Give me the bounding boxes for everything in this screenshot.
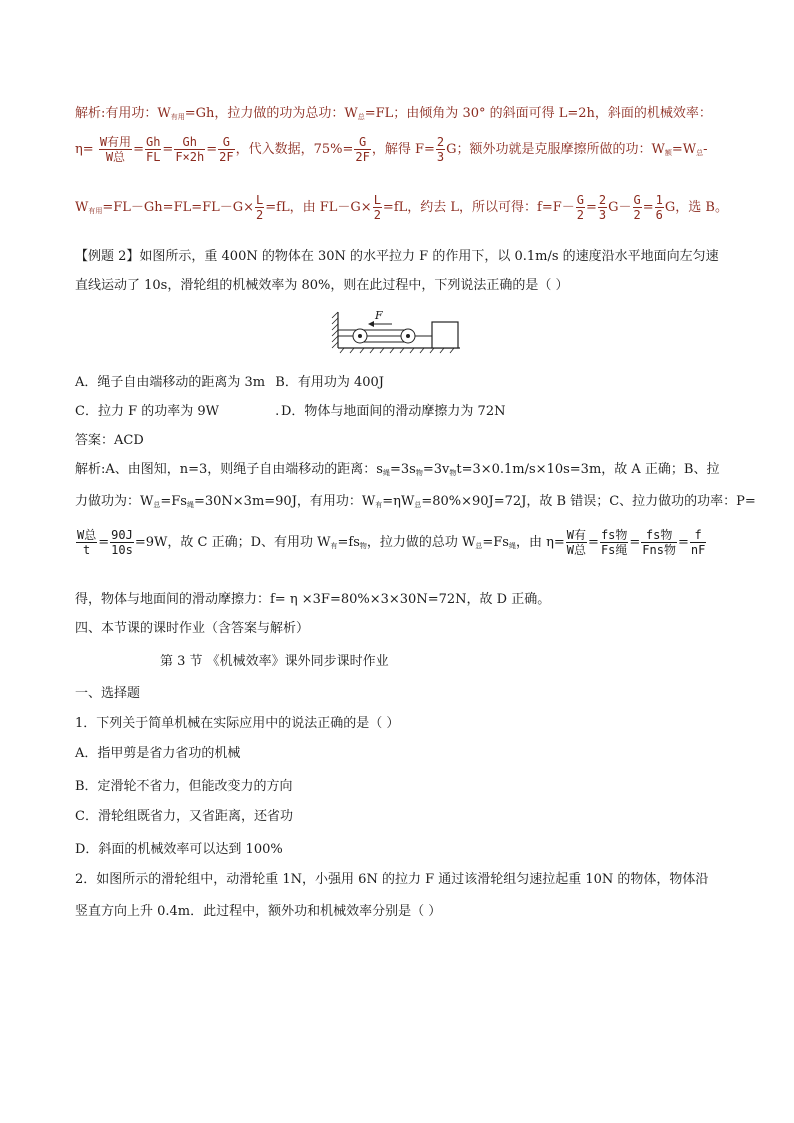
force-label: F [375, 309, 383, 322]
fraction: $\frac{2}{3}$ [598, 193, 607, 222]
analysis1-line2: η= $\frac{\text{W有用}}{\text{W总}}$ = $\frac{Gh}{FL}$ = $\frac{Gh}{F\times 2h}$ = $\frac{G}{2F}$ ，代入数据，75%= $\frac{G}{2F}$ ，解得 F= $\frac{2}{3}$ G；额外功就是克服摩擦所做的功：$W_额=W_总-$ [75, 135, 708, 164]
fraction: $\frac{Gh}{F\times 2h}$ [175, 135, 205, 164]
fraction: $\frac{90J}{10s}$ [111, 528, 133, 557]
question-1-option-d: D．斜面的机械效率可以达到 100% [75, 842, 283, 857]
example2-options-ab [75, 375, 384, 391]
fraction: $\frac{L}{2}$ [373, 193, 381, 222]
fraction: $\frac{G}{2F}$ [355, 135, 370, 164]
section-heading: 四、本节课的课时作业（含答案与解析） [75, 621, 310, 636]
question-1-option-c: C．滑轮组既省力，又省距离，还省功 [75, 809, 293, 824]
pulley-diagram [330, 308, 465, 354]
question-1-option-a: A．指甲剪是省力省功的机械 [75, 746, 241, 761]
example2-line2: 直线运动了 10s，滑轮组的机械效率为 80%，则在此过程中，下列说法正确的是（ ） [75, 278, 569, 293]
example2-line1: 【例题 2】如图所示，重 400N 的物体在 30N 的水平拉力 F 的作用下，以 0.1m/s 的速度沿水平地面向左匀速 [75, 249, 719, 264]
analysis2-line1: 解析:A、由图知，n=3，则绳子自由端移动的距离：$s_绳=3s_物=3v_物t=3\times 0.1m/s\times 10s=3m$，故 A 正确；B、拉 [75, 462, 720, 477]
analysis2-line2: 力做功为：$W_总=Fs_绳=30N\times 3m=90J$，有用功：$W_有=\eta W_总=80\%\times 90J=72J$，故 B 错误；C、拉力做功的功率：P= [75, 494, 756, 509]
analysis2-line4: 得，物体与地面间的滑动摩擦力：f= η ×3F=80%×3×30N=72N，故 D 正确。 [75, 592, 551, 607]
fraction: $\frac{\text{fs物}}{\text{Fns物}}$ [642, 528, 676, 557]
option-b: B．有用功为 400J [275, 375, 384, 390]
fraction: $\frac{G}{2}$ [633, 193, 641, 222]
option-d: D．物体与地面间的滑动摩擦力为 72N [281, 404, 506, 419]
question-2-line1: 2．如图所示的滑轮组中，动滑轮重 1N，小强用 6N 的拉力 F 通过该滑轮组匀速拉起重 10N 的物体，物体沿 [75, 872, 709, 887]
example-label: 【例题 2】 [75, 249, 140, 264]
analysis1-line1: 解析:有用功：$W_{有用}=Gh$，拉力做的功为总功：$W_总=FL$；由倾角为 30° 的斜面可得 L=2h，斜面的机械效率： [75, 106, 712, 121]
question-1: 1．下列关于简单机械在实际应用中的说法正确的是（ ） [75, 716, 400, 731]
homework-subtitle: 第 3 节 《机械效率》课外同步课时作业 [160, 654, 389, 669]
question-1-option-b: B．定滑轮不省力，但能改变力的方向 [75, 779, 293, 794]
option-c: C．拉力 F 的功率为 9W [75, 404, 219, 419]
fraction: $\frac{G}{2}$ [576, 193, 584, 222]
part-heading: 一、选择题 [75, 686, 141, 701]
fraction: $\frac{L}{2}$ [256, 193, 264, 222]
answer: 答案：ACD [75, 433, 144, 448]
fraction: $\frac{1}{6}$ [655, 193, 663, 222]
fraction: $\frac{G}{2F}$ [219, 135, 234, 164]
analysis2-line3: $\frac{\text{W总}}{t}$ = $\frac{90J}{10s}$ =9W，故 C 正确；D、有用功 $W_有=fs_物$，拉力做的总功 $W_总=Fs_绳$，由 η= $\frac{\text{W有}}{\text{W总}}$ = $\frac{\text{fs物}}{\text{Fs绳}}$ = $\frac{\text{fs物}}{\text{Fns物}}$ = $\frac{f}{nF}$ [77, 528, 706, 557]
example2-options-cd: C．拉力 F 的功率为 9W . D．物体与地面间的滑动摩擦力为 72N [75, 404, 506, 419]
fraction: $\frac{\text{W总}}{t}$ [77, 528, 97, 557]
fraction: $\frac{\text{W有}}{\text{W总}}$ [566, 528, 587, 557]
fraction: $\frac{\text{W有用}}{\text{W总}}$ [99, 135, 132, 164]
question-2-line2: 竖直方向上升 0.4m．此过程中，额外功和机械效率分别是（ ） [75, 904, 442, 919]
option-a: A．绳子自由端移动的距离为 3m [75, 375, 266, 390]
fraction: $\frac{Gh}{FL}$ [145, 135, 161, 164]
analysis1-line3: $W_{有用}=FL-Gh=FL=FL-G\times$ $\frac{L}{2}$ =fL，由 FL－G× $\frac{L}{2}$ =fL，约去 L，所以可得：f=F－ $\frac{G}{2}$ = $\frac{2}{3}$ G－ $\frac{G}{2}$ = $\frac{1}{6}$ G，选 B。 [75, 193, 728, 222]
fraction: $\frac{f}{nF}$ [690, 528, 706, 557]
fraction: $\frac{2}{3}$ [436, 135, 445, 164]
fraction: $\frac{\text{fs物}}{\text{Fs绳}}$ [600, 528, 628, 557]
pulley-figure [330, 308, 465, 358]
